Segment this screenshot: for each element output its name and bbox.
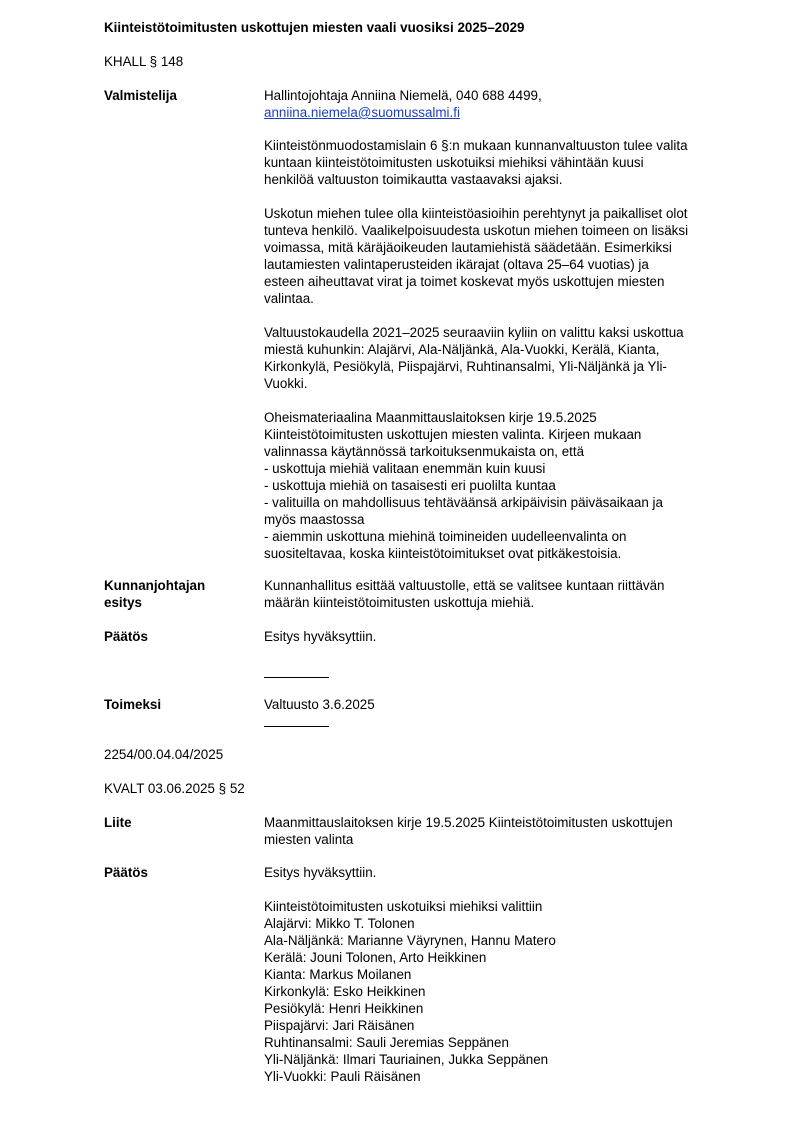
divider-line (264, 677, 329, 678)
kvalt-reference: KVALT 03.06.2025 § 52 (104, 781, 245, 796)
liite-label: Liite (104, 815, 132, 830)
appointee-line: Piispajärvi: Jari Räisänen (264, 1018, 415, 1033)
kunnanjohtajan-label-1: Kunnanjohtajan (104, 578, 206, 593)
paragraph-2-line-3: voimassa, mitä käräjäoikeuden lautamiehistä säädetään. Esimerkiksi (264, 240, 672, 255)
paragraph-4-line-4: - uskottuja miehiä valitaan enemmän kuin kuusi (264, 461, 546, 476)
appointees-intro: Kiinteistötoimitusten uskotuiksi miehiksi valittiin (264, 899, 543, 914)
appointee-line: Pesiökylä: Henri Heikkinen (264, 1001, 424, 1016)
divider-line (264, 726, 329, 727)
paragraph-4-line-6: - valituilla on mahdollisuus tehtäväänsä arkipäivisin päiväsaikaan ja (264, 495, 663, 510)
paragraph-3-line-4: Vuokki. (264, 376, 308, 391)
paragraph-2-line-1: Uskotun miehen tulee olla kiinteistöasioihin perehtynyt ja paikalliset olot (264, 206, 688, 221)
paragraph-4-line-5: - uskottuja miehiä on tasaisesti eri puolilta kuntaa (264, 478, 556, 493)
appointee-line: Kianta: Markus Moilanen (264, 967, 412, 982)
paragraph-2-line-5: esteen aiheuttavat virat ja toimet koskevat myös uskottujen miesten (264, 274, 665, 289)
appointee-line: Kerälä: Jouni Tolonen, Arto Heikkinen (264, 950, 487, 965)
khall-reference: KHALL § 148 (104, 54, 184, 69)
paragraph-2-line-6: valintaa. (264, 291, 314, 306)
paragraph-3-line-2: miestä kuhunkin: Alajärvi, Ala-Näljänkä, Ala-Vuokki, Kerälä, Kianta, (264, 342, 660, 357)
paragraph-2-line-2: tunteva henkilö. Vaalikelpoisuudesta uskotun miehen toimeen on lisäksi (264, 223, 689, 238)
paragraph-2-line-4: lautamiesten valintaperusteiden ikärajat (oltava 25–64 vuotias) ja (264, 257, 649, 272)
liite-text-2: miesten valinta (264, 832, 354, 847)
paragraph-4-line-1: Oheismateriaalina Maanmittauslaitoksen kirje 19.5.2025 (264, 410, 597, 425)
page-title: Kiinteistötoimitusten uskottujen miesten vaali vuosiksi 2025–2029 (104, 20, 525, 35)
paragraph-4-line-9: suositeltavaa, koska kiinteistötoimitukset ovat pitkäkestoisia. (264, 546, 622, 561)
paragraph-1-line-1: Kiinteistönmuodostamislain 6 §:n mukaan kunnanvaltuuston tulee valita (264, 138, 688, 153)
toimeksi-text: Valtuusto 3.6.2025 (264, 697, 375, 712)
paragraph-3-line-3: Kirkonkylä, Pesiökylä, Piispajärvi, Ruhtinansalmi, Yli-Näljänkä ja Yli- (264, 359, 667, 374)
valmistelija-email-link[interactable]: anniina.niemela@suomussalmi.fi (264, 105, 460, 120)
diary-number: 2254/00.04.04/2025 (104, 747, 224, 762)
paragraph-4-line-8: - aiemmin uskottuna miehinä toimineiden uudelleenvalinta on (264, 529, 627, 544)
kunnanjohtajan-text-1: Kunnanhallitus esittää valtuustolle, että se valitsee kuntaan riittävän (264, 578, 665, 593)
paatos-label: Päätös (104, 865, 148, 880)
paragraph-4-line-2: Kiinteistötoimitusten uskottujen miesten valinta. Kirjeen mukaan (264, 427, 642, 442)
paragraph-1-line-2: kuntaan kiinteistötoimitusten uskotuiksi miehiksi vähintään kuusi (264, 155, 644, 170)
paragraph-4-line-7: myös maastossa (264, 512, 365, 527)
liite-text-1: Maanmittauslaitoksen kirje 19.5.2025 Kiinteistötoimitusten uskottujen (264, 815, 673, 830)
appointee-line: Ala-Näljänkä: Marianne Väyrynen, Hannu Matero (264, 933, 556, 948)
toimeksi-label: Toimeksi (104, 697, 162, 712)
paatos-text: Esitys hyväksyttiin. (264, 865, 377, 880)
valmistelija-contact: Hallintojohtaja Anniina Niemelä, 040 688 4499, (264, 88, 542, 103)
kunnanjohtajan-label-2: esitys (104, 595, 142, 610)
valmistelija-label: Valmistelija (104, 88, 177, 103)
paatos-label: Päätös (104, 629, 148, 644)
appointee-line: Ruhtinansalmi: Sauli Jeremias Seppänen (264, 1035, 509, 1050)
paatos-text: Esitys hyväksyttiin. (264, 629, 377, 644)
appointee-line: Yli-Näljänkä: Ilmari Tauriainen, Jukka Seppänen (264, 1052, 549, 1067)
appointee-line: Kirkonkylä: Esko Heikkinen (264, 984, 426, 999)
paragraph-4-line-3: valinnassa käytännössä tarkoituksenmukaista on, että (264, 444, 585, 459)
paragraph-3-line-1: Valtuustokaudella 2021–2025 seuraaviin kyliin on valittu kaksi uskottua (264, 325, 684, 340)
appointee-line: Alajärvi: Mikko T. Tolonen (264, 916, 415, 931)
appointee-line: Yli-Vuokki: Pauli Räisänen (264, 1069, 421, 1084)
kunnanjohtajan-text-2: määrän kiinteistötoimitusten uskottuja miehiä. (264, 595, 535, 610)
paragraph-1-line-3: henkilöä valtuuston toimikautta vastaavaksi ajaksi. (264, 172, 563, 187)
